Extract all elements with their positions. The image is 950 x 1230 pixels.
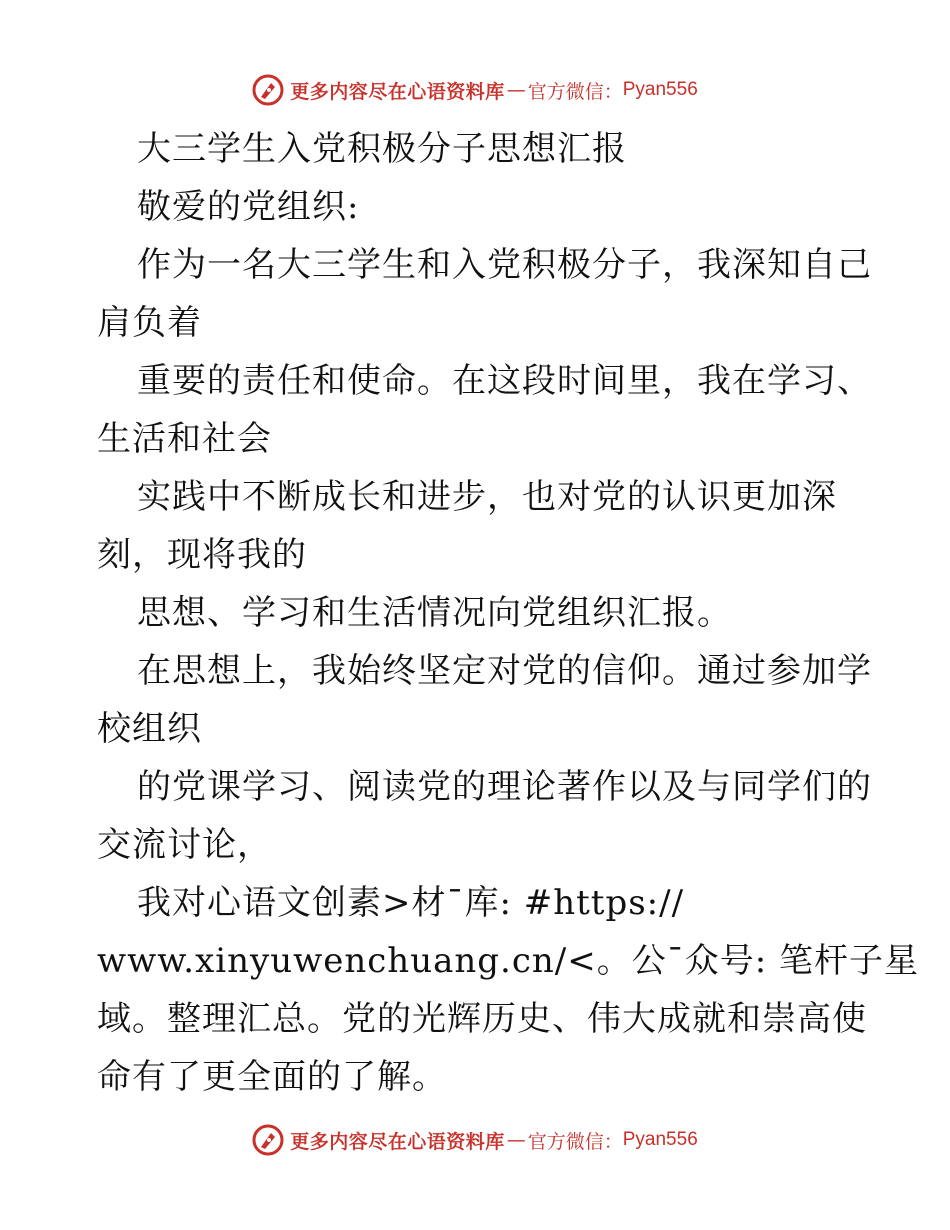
text-line: www.xinyuwenchuang.cn/<。公¯众号: 笔杆子星 [97, 941, 919, 981]
text-line: 在思想上，我始终坚定对党的信仰。通过参加学 [137, 651, 872, 691]
watermark-site-text: 更多内容尽在心语资料库 [290, 80, 505, 103]
pen-nib-logo-icon [252, 74, 284, 106]
text-line: 校组织 [97, 709, 202, 749]
watermark-site-text: 更多内容尽在心语资料库 [290, 1130, 505, 1153]
footer-watermark [0, 1120, 950, 1160]
text-line: 命有了更全面的了解。 [97, 1057, 447, 1097]
watermark-wechat-label: 官方微信： [527, 1130, 623, 1153]
watermark-dash: — [506, 79, 526, 101]
text-line: 刻，现将我的 [97, 535, 307, 575]
text-line: 思想、学习和生活情况向党组织汇报。 [137, 593, 732, 633]
document-title: 大三学生入党积极分子思想汇报 [137, 129, 627, 169]
text-line: 肩负着 [97, 303, 202, 343]
document-body [97, 120, 919, 1106]
text-line: 重要的责任和使命。在这段时间里，我在学习、 [137, 361, 872, 401]
pen-nib-logo-icon [252, 1124, 284, 1156]
watermark-wechat-id: Pyan556 [622, 1129, 698, 1150]
text-line: 的党课学习、阅读党的理论著作以及与同学们的 [137, 767, 872, 807]
text-line: 生活和社会 [97, 419, 272, 459]
text-line: 域。整理汇总。党的光辉历史、伟大成就和崇高使 [97, 999, 867, 1039]
text-line: 作为一名大三学生和入党积极分子，我深知自己 [137, 245, 872, 285]
text-line: 我对心语文创素>材¯库: #https:// [137, 883, 685, 923]
watermark-wechat-label: 官方微信： [527, 80, 623, 103]
watermark-wechat-id: Pyan556 [622, 79, 698, 100]
salutation: 敬爱的党组织: [137, 187, 360, 227]
text-line: 实践中不断成长和进步，也对党的认识更加深 [137, 477, 837, 517]
header-watermark [0, 70, 950, 110]
text-line: 交流讨论， [97, 825, 272, 865]
watermark-dash: — [506, 1129, 526, 1151]
